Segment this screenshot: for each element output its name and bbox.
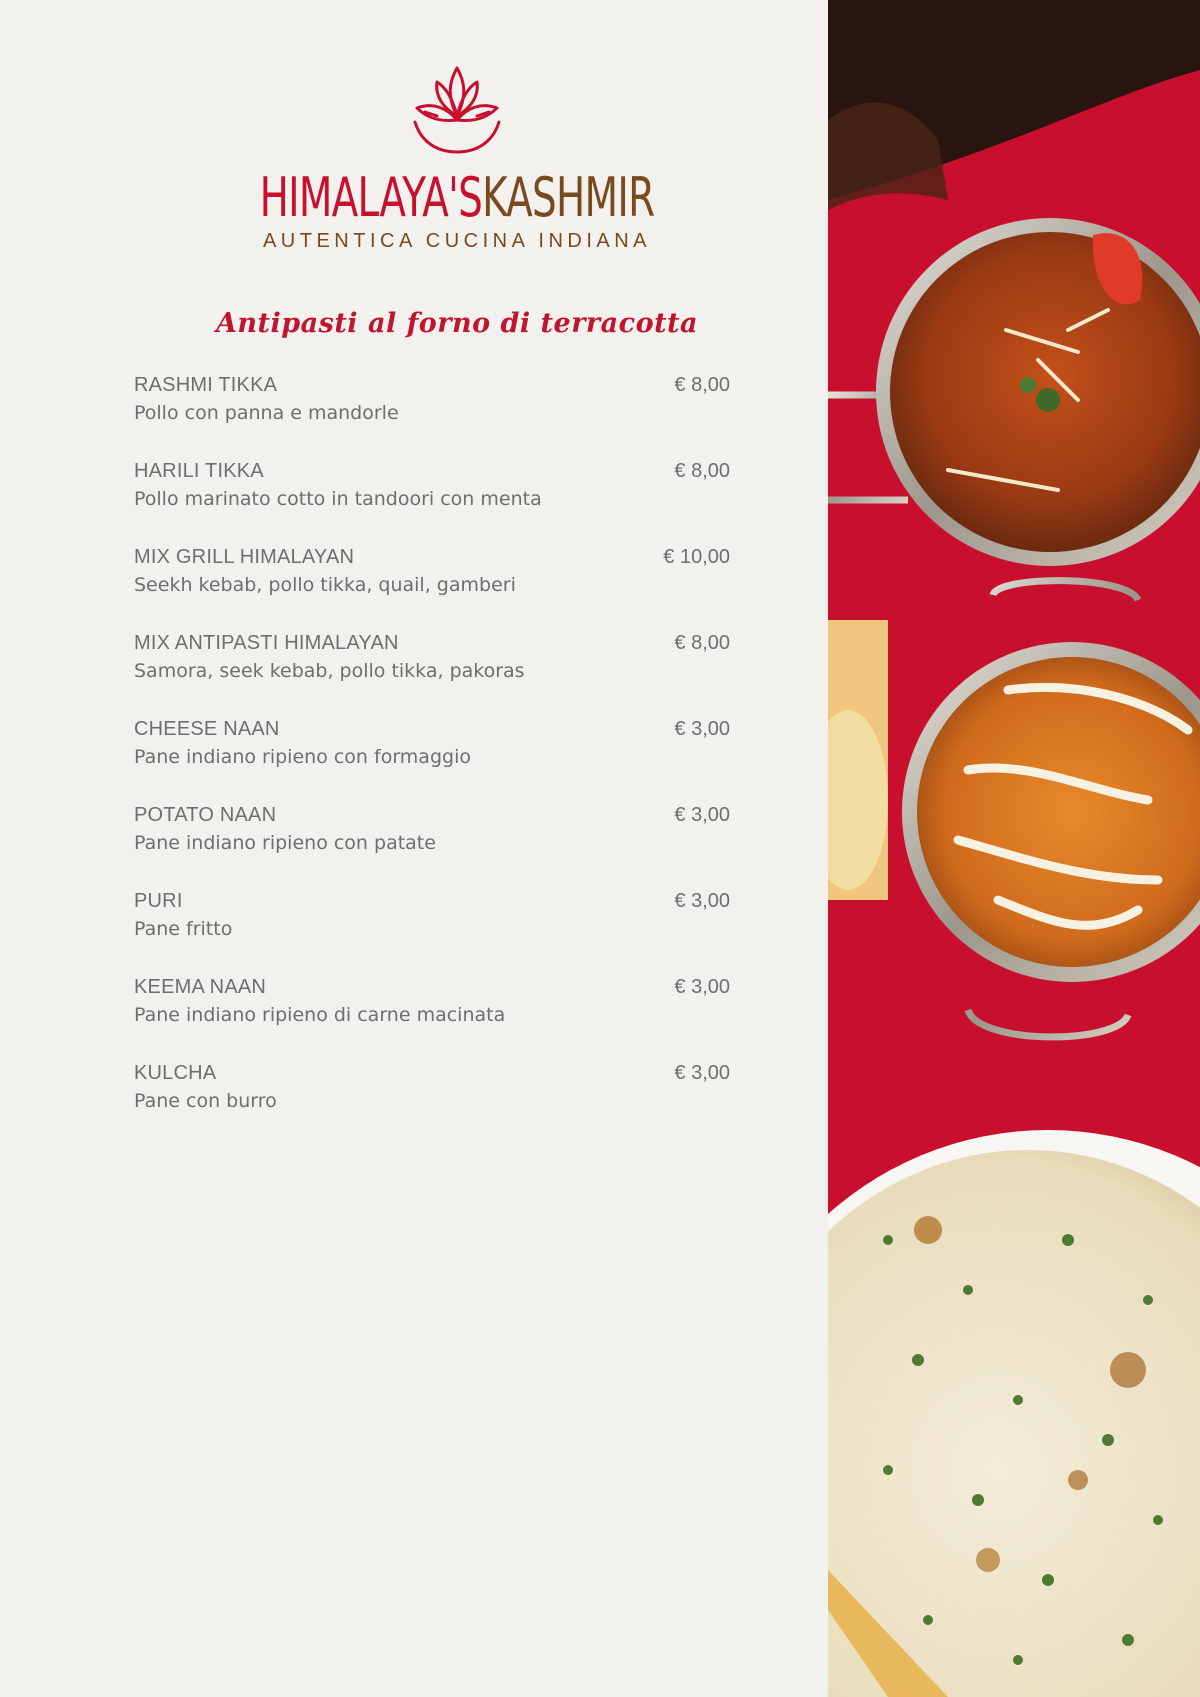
menu-item-description: Pollo con panna e mandorle — [134, 402, 399, 424]
food-photo-illustration — [828, 0, 1200, 1697]
menu-item-name: MIX GRILL HIMALAYAN — [134, 546, 355, 568]
menu-item-name: KULCHA — [134, 1062, 217, 1084]
menu-item — [134, 1060, 730, 1146]
brand-name-part1: HIMALAYA'S — [259, 166, 483, 229]
brand-name-part2: KASHMIR — [482, 166, 655, 229]
menu-item-name: POTATO NAAN — [134, 804, 277, 826]
menu-item-description: Pollo marinato cotto in tandoori con menta — [134, 488, 542, 510]
menu-item-name: RASHMI TIKKA — [134, 374, 278, 396]
menu-item — [134, 716, 730, 802]
menu-item-description: Seekh kebab, pollo tikka, quail, gamberi — [134, 574, 516, 596]
menu-item-price: € 8,00 — [674, 460, 730, 482]
menu-item — [134, 888, 730, 974]
menu-item-price: € 3,00 — [674, 976, 730, 998]
menu-item-price: € 3,00 — [674, 804, 730, 826]
menu-item-name: KEEMA NAAN — [134, 976, 267, 998]
menu-item-price: € 8,00 — [674, 632, 730, 654]
menu-item-name: MIX ANTIPASTI HIMALAYAN — [134, 632, 399, 654]
menu-item-price: € 3,00 — [674, 890, 730, 912]
menu-item — [134, 458, 730, 544]
brand-name — [128, 168, 786, 228]
menu-items-list — [134, 372, 730, 1146]
menu-item — [134, 802, 730, 888]
menu-item-description: Pane indiano ripieno con patate — [134, 832, 436, 854]
menu-item-price: € 3,00 — [674, 718, 730, 740]
menu-item-description: Pane fritto — [134, 918, 233, 940]
brand-tagline: AUTENTICA CUCINA INDIANA — [262, 230, 652, 252]
lotus-icon — [407, 60, 507, 160]
menu-item-price: € 8,00 — [674, 374, 730, 396]
menu-item-description: Samora, seek kebab, pollo tikka, pakoras — [134, 660, 525, 682]
menu-item-price: € 10,00 — [663, 546, 730, 568]
menu-item — [134, 544, 730, 630]
menu-item-price: € 3,00 — [674, 1062, 730, 1084]
menu-item — [134, 630, 730, 716]
menu-item-description: Pane indiano ripieno con formaggio — [134, 746, 471, 768]
menu-item — [134, 372, 730, 458]
section-title: Antipasti al forno di terracotta — [215, 308, 699, 339]
menu-item-name: PURI — [134, 890, 183, 912]
menu-item-description: Pane con burro — [134, 1090, 277, 1112]
menu-item — [134, 974, 730, 1060]
restaurant-logo — [0, 60, 914, 253]
menu-item-name: CHEESE NAAN — [134, 718, 280, 740]
food-photo — [828, 0, 1200, 1697]
menu-item-description: Pane indiano ripieno di carne macinata — [134, 1004, 506, 1026]
menu-item-name: HARILI TIKKA — [134, 460, 264, 482]
